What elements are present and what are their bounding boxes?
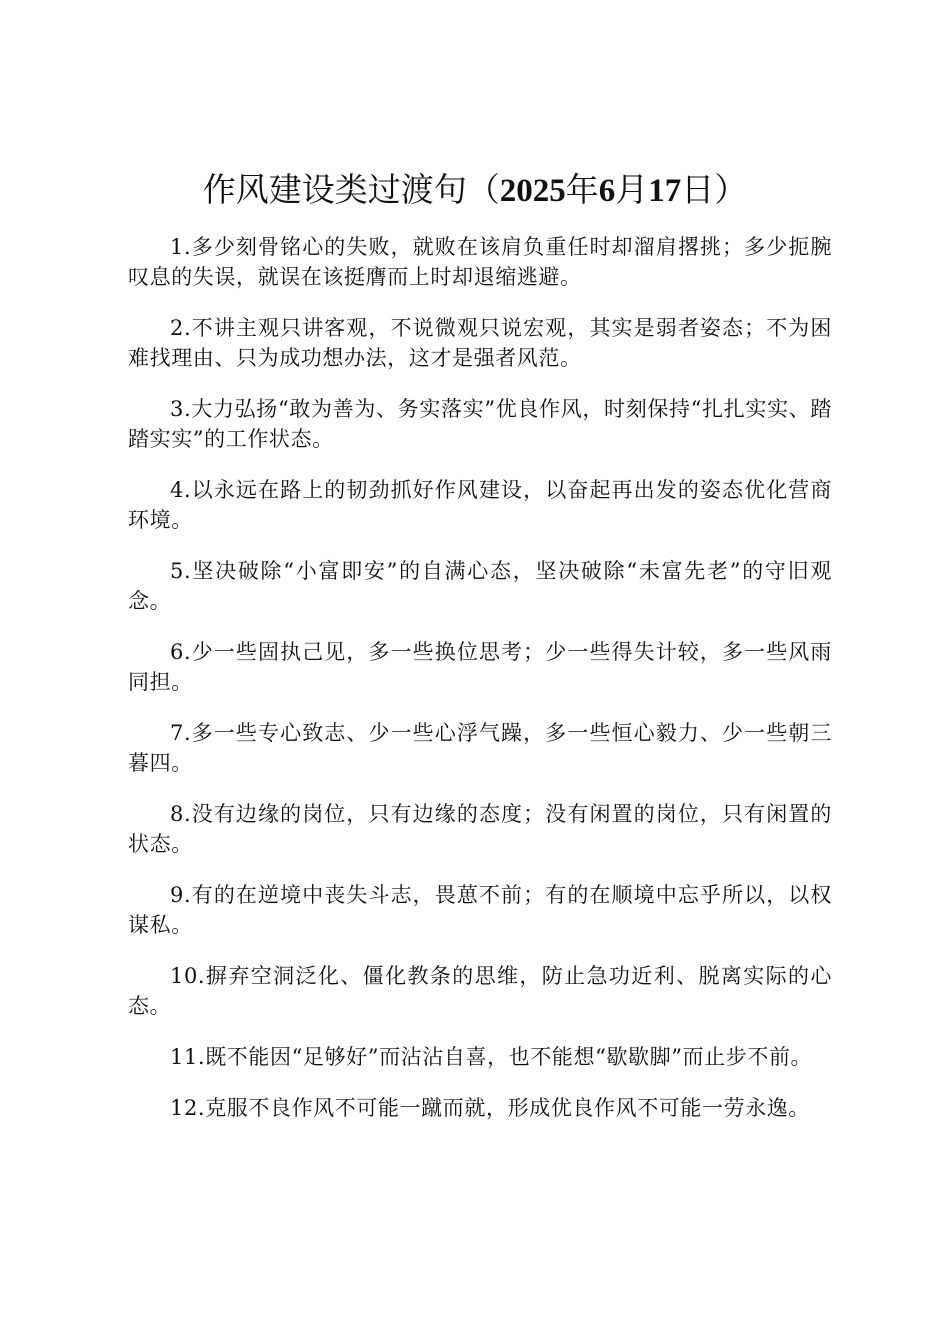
paragraph-11: 11.既不能因“足够好”而沾沾自喜，也不能想“歇歇脚”而止步不前。 [170, 1045, 813, 1069]
title-suffix: 日） [681, 170, 748, 209]
paragraph-10: 10.摒弃空洞泛化、僵化教条的思维，防止急功近利、脱离实际的心态。 [128, 964, 832, 1018]
title-month: 6 [598, 173, 616, 209]
title-day: 17 [648, 173, 682, 209]
paragraph-6: 6.少一些固执己见，多一些换位思考；少一些得失计较，多一些风雨同担。 [128, 640, 832, 694]
title-year: 2025 [499, 173, 566, 209]
paragraph-3: 3.大力弘扬“敢为善为、务实落实”优良作风，时刻保持“扎扎实实、踏踏实实”的工作状态。 [128, 397, 832, 451]
paragraph-8: 8.没有边缘的岗位，只有边缘的态度；没有闲置的岗位，只有闲置的状态。 [128, 802, 832, 856]
paragraph-5: 5.坚决破除“小富即安”的自满心态，坚决破除“未富先老”的守旧观念。 [128, 559, 832, 613]
paragraph-1: 1.多少刻骨铭心的失败，就败在该肩负重任时却溜肩撂挑；多少扼腕叹息的失误，就误在该挺膺而上时却退缩逃避。 [128, 235, 832, 289]
paragraph-7: 7.多一些专心致志、少一些心浮气躁，多一些恒心毅力、少一些朝三暮四。 [128, 721, 832, 775]
paragraph-4: 4.以永远在路上的韧劲抓好作风建设，以奋起再出发的姿态优化营商环境。 [128, 478, 832, 532]
title-year-unit: 年 [565, 170, 599, 209]
paragraph-9: 9.有的在逆境中丧失斗志，畏葸不前；有的在顺境中忘乎所以，以权谋私。 [128, 883, 832, 937]
title-month-unit: 月 [615, 170, 649, 209]
title-prefix: 作风建设类过渡句（ [202, 170, 500, 209]
document-body [128, 232, 832, 1144]
paragraph-2: 2.不讲主观只讲客观，不说微观只说宏观，其实是弱者姿态；不为困难找理由、只为成功想办法，这才是强者风范。 [128, 316, 832, 370]
paragraph-12: 12.克服不良作风不可能一蹴而就，形成优良作风不可能一劳永逸。 [170, 1096, 810, 1120]
document-title [0, 168, 950, 213]
